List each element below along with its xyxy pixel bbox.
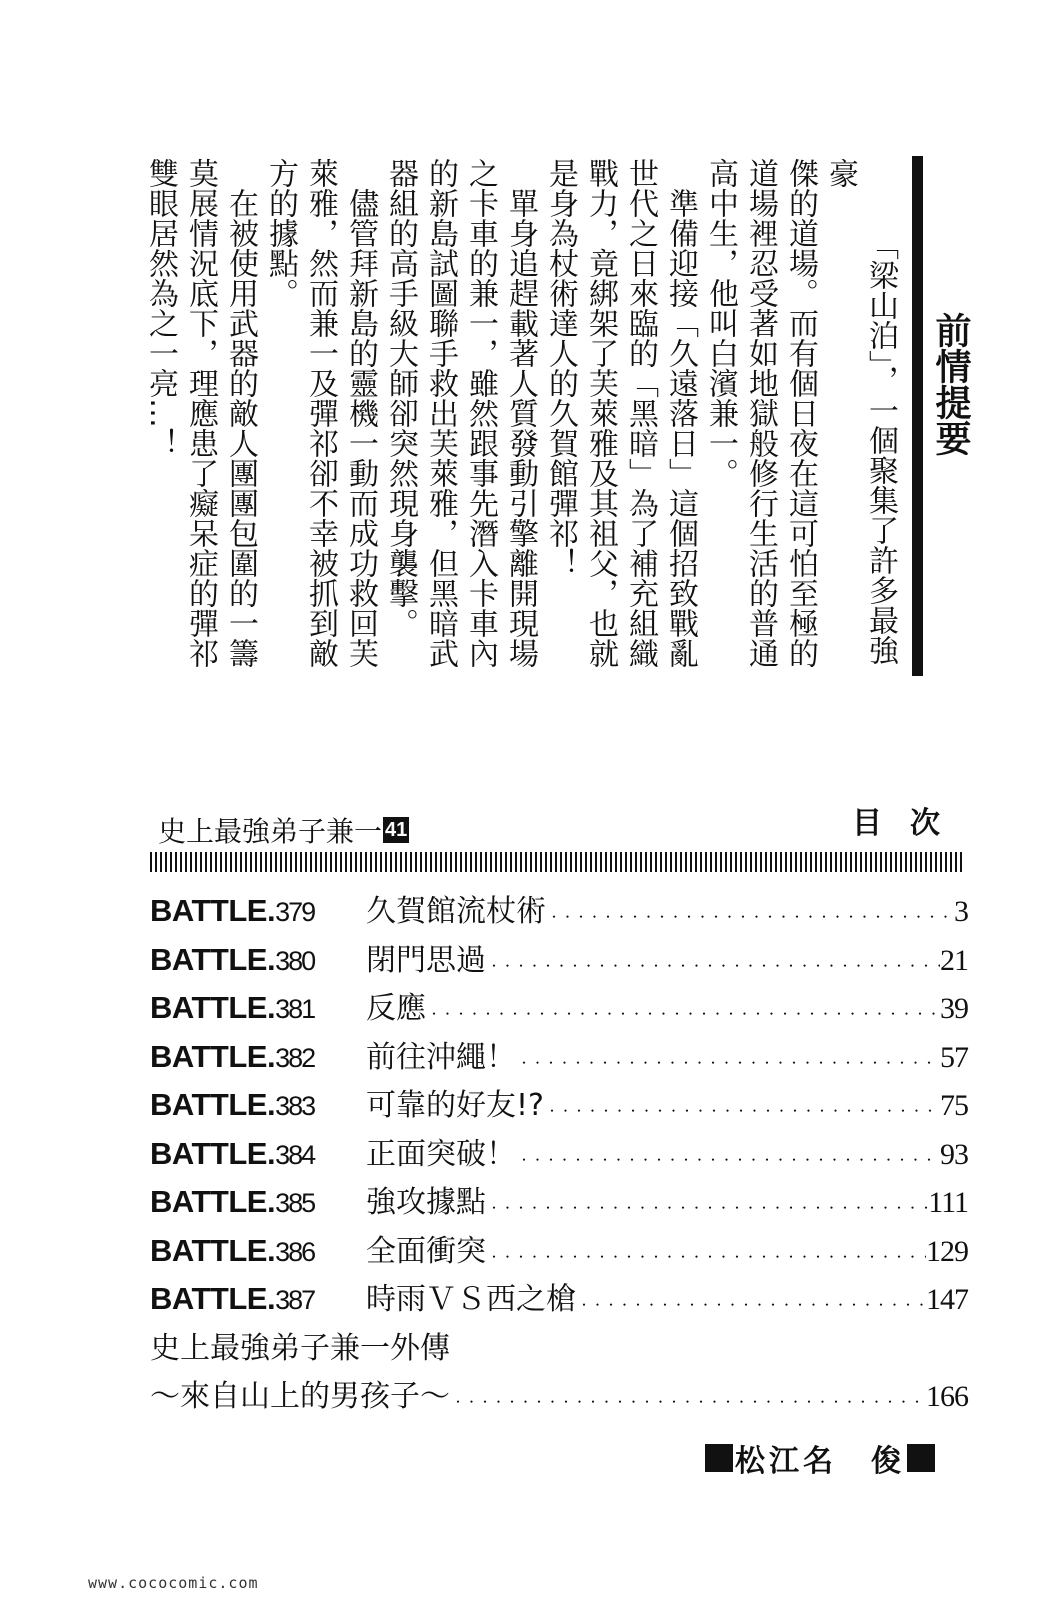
summary-line: 道場裡忍受著如地獄般修行生活的普通 (743, 158, 778, 668)
toc-entry[interactable] (150, 1274, 968, 1323)
series-title (158, 810, 409, 850)
chapter-num: 382 (275, 1042, 315, 1073)
page-number: 3 (954, 895, 968, 928)
summary-line: 世代之日來臨的「黑暗」為了補充組織 (623, 158, 658, 668)
toc-entry[interactable] (150, 1226, 968, 1275)
summary-line: 在被使用武器的敵人團團包圍的一籌 (223, 188, 258, 668)
chapter-title: 正面突破！ (366, 1136, 516, 1172)
watermark-url: www.cococomic.com (88, 1574, 259, 1592)
summary-line: 的新島試圖聯手救出芙萊雅，但黑暗武 (423, 158, 458, 668)
page-number: 39 (940, 992, 968, 1025)
decorative-tick-rule (150, 852, 962, 872)
chapter-num: 387 (275, 1285, 315, 1315)
leader-dots (488, 1193, 928, 1217)
heading-bar (912, 156, 923, 676)
summary-text (143, 158, 900, 698)
toc-entry[interactable] (150, 983, 968, 1032)
chapter-prefix: BATTLE. (150, 1135, 276, 1171)
summary-heading: 前情提要 (930, 312, 971, 456)
summary-line: 傑的道場。而有個日夜在這可怕至極的 (783, 158, 818, 668)
toc-entry[interactable] (150, 1177, 968, 1226)
side-story-title (150, 1323, 968, 1372)
summary-line: 是身為杖術達人的久賀館彈祁！ (543, 158, 578, 578)
toc-entry[interactable] (150, 886, 968, 935)
chapter-num: 379 (275, 897, 315, 927)
summary-line: 準備迎接「久遠落日」這個招致戰亂 (663, 188, 698, 668)
page-number: 21 (940, 943, 968, 977)
chapter-num: 384 (275, 1139, 315, 1170)
chapter-number (150, 942, 366, 978)
chapter-prefix: BATTLE. (150, 893, 276, 928)
page-number: 111 (928, 1186, 968, 1219)
chapter-prefix: BATTLE. (150, 1038, 276, 1074)
volume-badge: 41 (385, 819, 408, 841)
chapter-num: 385 (275, 1188, 315, 1218)
side-story-title-text: 史上最強弟子兼一外傳 (150, 1330, 450, 1366)
chapter-number (150, 1136, 366, 1172)
chapter-prefix: BATTLE. (150, 1087, 276, 1122)
summary-line: 高中生，他叫白濱兼一。 (703, 158, 738, 488)
summary-line: 器組的高手級大師卻突然現身襲擊。 (383, 158, 418, 638)
chapter-prefix: BATTLE. (150, 990, 276, 1025)
summary-line: 戰力，竟綁架了芙萊雅及其祖父，也就 (583, 158, 618, 668)
summary-line: 方的據點。 (263, 158, 298, 308)
leader-dots (488, 1242, 926, 1266)
toc-entry[interactable] (150, 1080, 968, 1129)
leader-dots (518, 1048, 940, 1072)
toc-list (150, 886, 968, 1420)
author-credit (705, 1436, 935, 1480)
chapter-number (150, 990, 366, 1026)
side-story-subtitle: ～來自山上的男孩子～ (150, 1379, 450, 1414)
chapter-num: 381 (275, 994, 315, 1024)
toc-entry[interactable] (150, 935, 968, 984)
page-number: 166 (926, 1380, 968, 1413)
toc-heading: 目次 (852, 806, 968, 841)
chapter-prefix: BATTLE. (150, 1281, 276, 1316)
summary-line: 單身追趕載著人質發動引擎離開現場 (503, 188, 538, 668)
page-number: 129 (926, 1234, 968, 1268)
summary-line: 莫展情況底下，理應患了癡呆症的彈祁 (183, 158, 218, 668)
chapter-num: 383 (275, 1091, 315, 1121)
leader-dots (488, 951, 940, 975)
leader-dots (518, 1145, 940, 1169)
leader-dots (548, 902, 954, 926)
chapter-title: 反應 (366, 991, 426, 1026)
chapter-number (150, 1087, 366, 1123)
page-number: 93 (940, 1137, 968, 1171)
chapter-prefix: BATTLE. (150, 1184, 276, 1219)
square-mark-icon (705, 1444, 733, 1472)
chapter-title: 全面衝突 (366, 1233, 486, 1269)
toc-entry-side-story[interactable] (150, 1371, 968, 1420)
chapter-title: 久賀館流杖術 (366, 894, 546, 929)
chapter-number (150, 1039, 366, 1075)
chapter-number (150, 893, 366, 929)
chapter-title: 強攻據點 (366, 1185, 486, 1220)
page-number: 75 (940, 1089, 968, 1122)
toc-entry[interactable] (150, 1129, 968, 1178)
chapter-title: 可靠的好友!? (366, 1088, 544, 1123)
chapter-num: 386 (275, 1236, 315, 1267)
chapter-number (150, 1184, 366, 1220)
summary-line: 之卡車的兼一，雖然跟事先潛入卡車內 (463, 158, 498, 668)
chapter-title: 閉門思過 (366, 942, 486, 978)
chapter-title: 前往沖繩！ (366, 1039, 516, 1075)
leader-dots (428, 999, 940, 1023)
chapter-prefix: BATTLE. (150, 941, 276, 977)
chapter-number (150, 1281, 366, 1317)
series-title-text: 史上最強弟子兼一 (158, 815, 383, 848)
toc-entry[interactable] (150, 1032, 968, 1081)
leader-dots (546, 1096, 940, 1120)
chapter-prefix: BATTLE. (150, 1232, 276, 1268)
leader-dots (452, 1387, 926, 1411)
chapter-title: 時雨ＶＳ西之槍 (366, 1282, 576, 1317)
summary-line: 儘管拜新島的靈機一動而成功救回芙 (343, 188, 378, 668)
summary-line: 萊雅，然而兼一及彈祁卻不幸被抓到敵 (303, 158, 338, 668)
summary-line: 「梁山泊」，一個聚集了許多最強豪 (823, 158, 898, 665)
summary-line: 雙眼居然為之一亮…！ (143, 158, 178, 458)
chapter-number (150, 1233, 366, 1269)
chapter-num: 380 (275, 945, 315, 976)
page-number: 147 (926, 1283, 968, 1316)
page-number: 57 (940, 1040, 968, 1074)
square-mark-icon (907, 1444, 935, 1472)
leader-dots (578, 1290, 926, 1314)
author-name: 松江名 俊 (735, 1444, 905, 1479)
